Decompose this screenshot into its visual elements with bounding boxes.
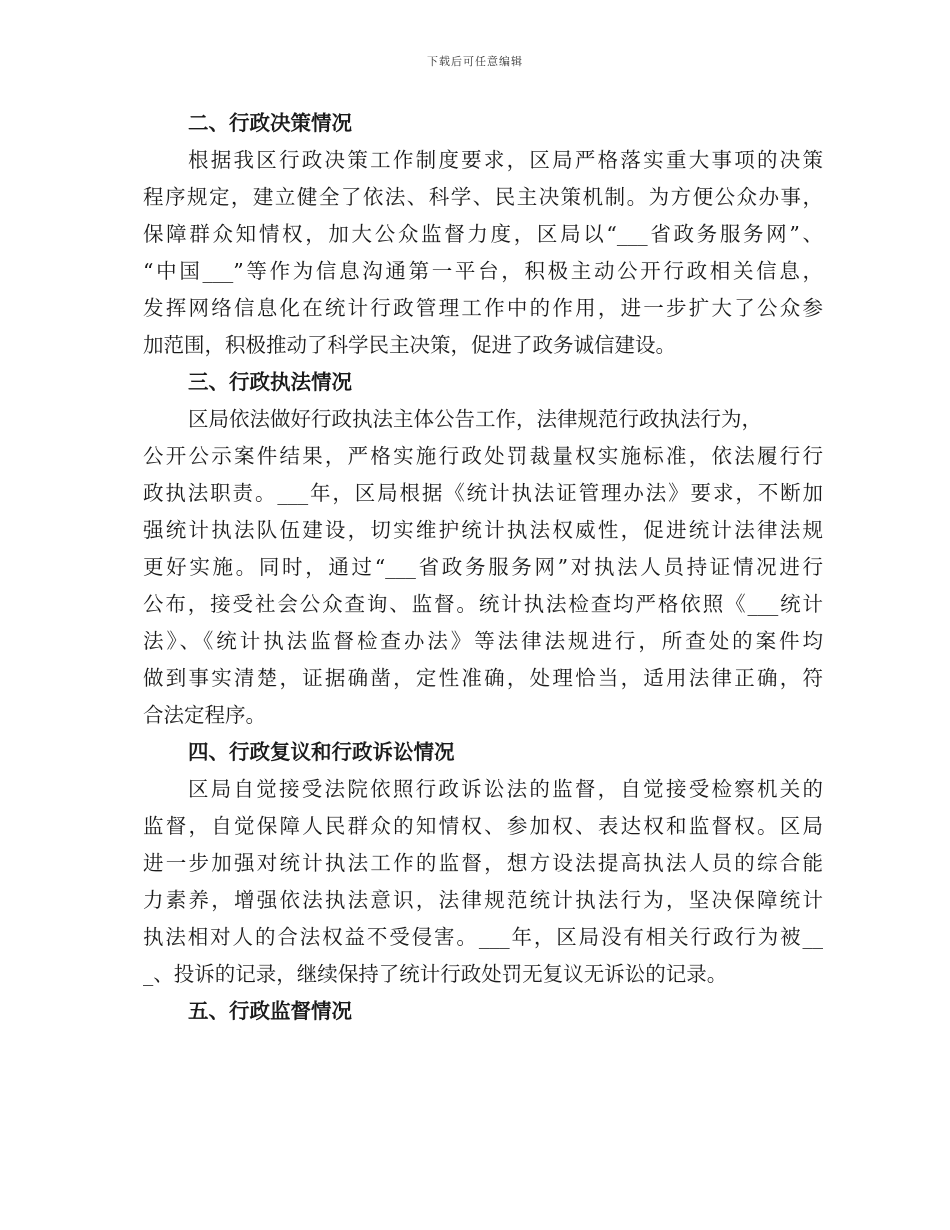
paragraph-line: 力素养，增强依法执法意识，法律规范统计执法行为，坚决保障统计 [143,888,823,912]
paragraph-line: 政执法职责。___年，区局根据《统计执法证管理办法》要求，不断加 [143,481,823,505]
paragraph-line: 公布，接受社会公众查询、监督。统计执法检查均严格依照《___统计 [143,592,823,616]
paragraph-line: 根据我区行政决策工作制度要求，区局严格落实重大事项的决策 [188,148,823,172]
document-body [143,105,823,1030]
section-heading: 二、行政决策情况 [188,111,352,135]
paragraph-line: 法》、《统计执法监督检查办法》等法律法规进行，所查处的案件均 [143,629,823,653]
paragraph-line: 发挥网络信息化在统计行政管理工作中的作用，进一步扩大了公众参 [143,296,823,320]
paragraph-line: 监督，自觉保障人民群众的知情权、参加权、表达权和监督权。区局 [143,814,823,838]
section-heading: 五、行政监督情况 [188,999,352,1023]
section-heading: 四、行政复议和行政诉讼情况 [188,740,455,764]
paragraph-line: “中国___”等作为信息沟通第一平台，积极主动公开行政相关信息， [143,259,823,283]
paragraph-line: 保障群众知情权，加大公众监督力度，区局以“___省政务服务网”、 [143,222,823,246]
paragraph-line: 更好实施。同时，通过“___省政务服务网”对执法人员持证情况进行 [143,555,823,579]
paragraph-line: 进一步加强对统计执法工作的监督，想方设法提高执法人员的综合能 [143,851,823,875]
paragraph-line: 强统计执法队伍建设，切实维护统计执法权威性，促进统计法律法规 [143,518,823,542]
paragraph-line: _、投诉的记录，继续保持了统计行政处罚无复议无诉讼的记录。 [143,962,728,986]
paragraph-line: 加范围，积极推动了科学民主决策，促进了政务诚信建设。 [143,333,676,357]
paragraph-line: 区局自觉接受法院依照行政诉讼法的监督，自觉接受检察机关的 [188,777,823,801]
page-header: 下载后可任意编辑 [427,55,523,68]
paragraph-line: 公开公示案件结果，严格实施行政处罚裁量权实施标准，依法履行行 [143,444,823,468]
paragraph-line: 程序规定，建立健全了依法、科学、民主决策机制。为方便公众办事， [143,185,823,209]
paragraph-line: 区局依法做好行政执法主体公告工作，法律规范行政执法行为， [188,407,762,431]
section-heading: 三、行政执法情况 [188,370,352,394]
paragraph-line: 合法定程序。 [143,703,266,727]
paragraph-line: 执法相对人的合法权益不受侵害。___年，区局没有相关行政行为被__ [143,925,823,949]
paragraph-line: 做到事实清楚，证据确凿，定性准确，处理恰当，适用法律正确，符 [143,666,823,690]
